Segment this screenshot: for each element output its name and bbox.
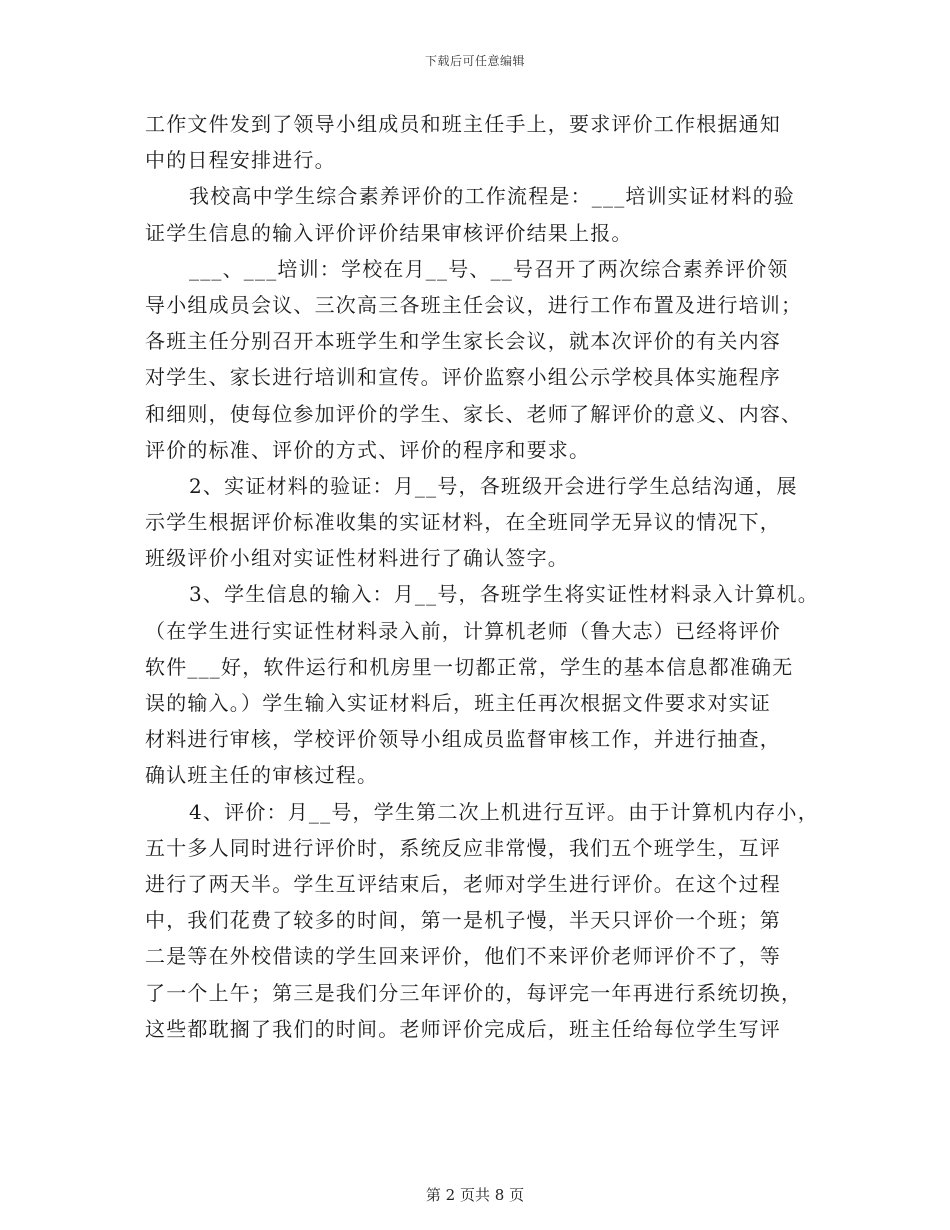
- text-line: 班级评价小组对实证性材料进行了确认签字。: [145, 546, 569, 571]
- text-line: 工作文件发到了领导小组成员和班主任手上，要求评价工作根据通知: [145, 112, 781, 136]
- text-line: 3、学生信息的输入：月__号，各班学生将实证性材料录入计算机。: [189, 582, 819, 607]
- text-line: 二是等在外校借读的学生回来评价，他们不来评价老师评价不了，等: [145, 944, 781, 969]
- text-line: 导小组成员会议、三次高三各班主任会议，进行工作布置及进行培训；: [145, 292, 803, 317]
- text-line: 证学生信息的输入评价评价结果审核评价结果上报。: [145, 220, 633, 245]
- document-body: [145, 106, 835, 1047]
- text-line: 和细则，使每位参加评价的学生、家长、老师了解评价的意义、内容、: [145, 401, 803, 426]
- text-line: 示学生根据评价标准收集的实证材料，在全班同学无异议的情况下，: [145, 510, 781, 535]
- text-line: 对学生、家长进行培训和宣传。评价监察小组公示学校具体实施程序: [145, 365, 781, 390]
- text-line: 4、评价：月__号，学生第二次上机进行互评。由于计算机内存小，: [189, 799, 819, 824]
- text-line: （在学生进行实证性材料录入前，计算机老师（鲁大志）已经将评价: [145, 618, 781, 643]
- text-line: 确认班主任的审核过程。: [145, 763, 379, 788]
- page-footer: 第 2 页共 8 页: [425, 1186, 525, 1204]
- text-line: 我校高中学生综合素养评价的工作流程是：___培训实证材料的验: [189, 184, 795, 209]
- text-line: 2、实证材料的验证：月__号，各班级开会进行学生总结沟通，展: [189, 473, 798, 498]
- text-line: 中，我们花费了较多的时间，第一是机子慢，半天只评价一个班；第: [145, 908, 781, 933]
- text-line: 材料进行审核，学校评价领导小组成员监督审核工作，并进行抽查，: [145, 727, 781, 752]
- text-line: 了一个上午；第三是我们分三年评价的，每评完一年再进行系统切换，: [145, 980, 803, 1005]
- text-line: 中的日程安排进行。: [145, 148, 336, 173]
- text-line: 进行了两天半。学生互评结束后，老师对学生进行评价。在这个过程: [145, 871, 781, 896]
- text-line: ___、___培训：学校在月__号、__号召开了两次综合素养评价领: [189, 256, 789, 281]
- page-header: 下载后可任意编辑: [424, 54, 525, 68]
- text-line: 评价的标准、评价的方式、评价的程序和要求。: [145, 437, 591, 462]
- text-line: 软件___好，软件运行和机房里一切都正常，学生的基本信息都准确无: [145, 654, 794, 679]
- text-line: 五十多人同时进行评价时，系统反应非常慢，我们五个班学生，互评: [145, 835, 781, 860]
- text-line: 误的输入。）学生输入实证材料后，班主任再次根据文件要求对实证: [145, 691, 771, 715]
- text-line: 各班主任分别召开本班学生和学生家长会议，就本次评价的有关内容: [145, 329, 781, 354]
- text-line: 这些都耽搁了我们的时间。老师评价完成后，班主任给每位学生写评: [145, 1016, 781, 1041]
